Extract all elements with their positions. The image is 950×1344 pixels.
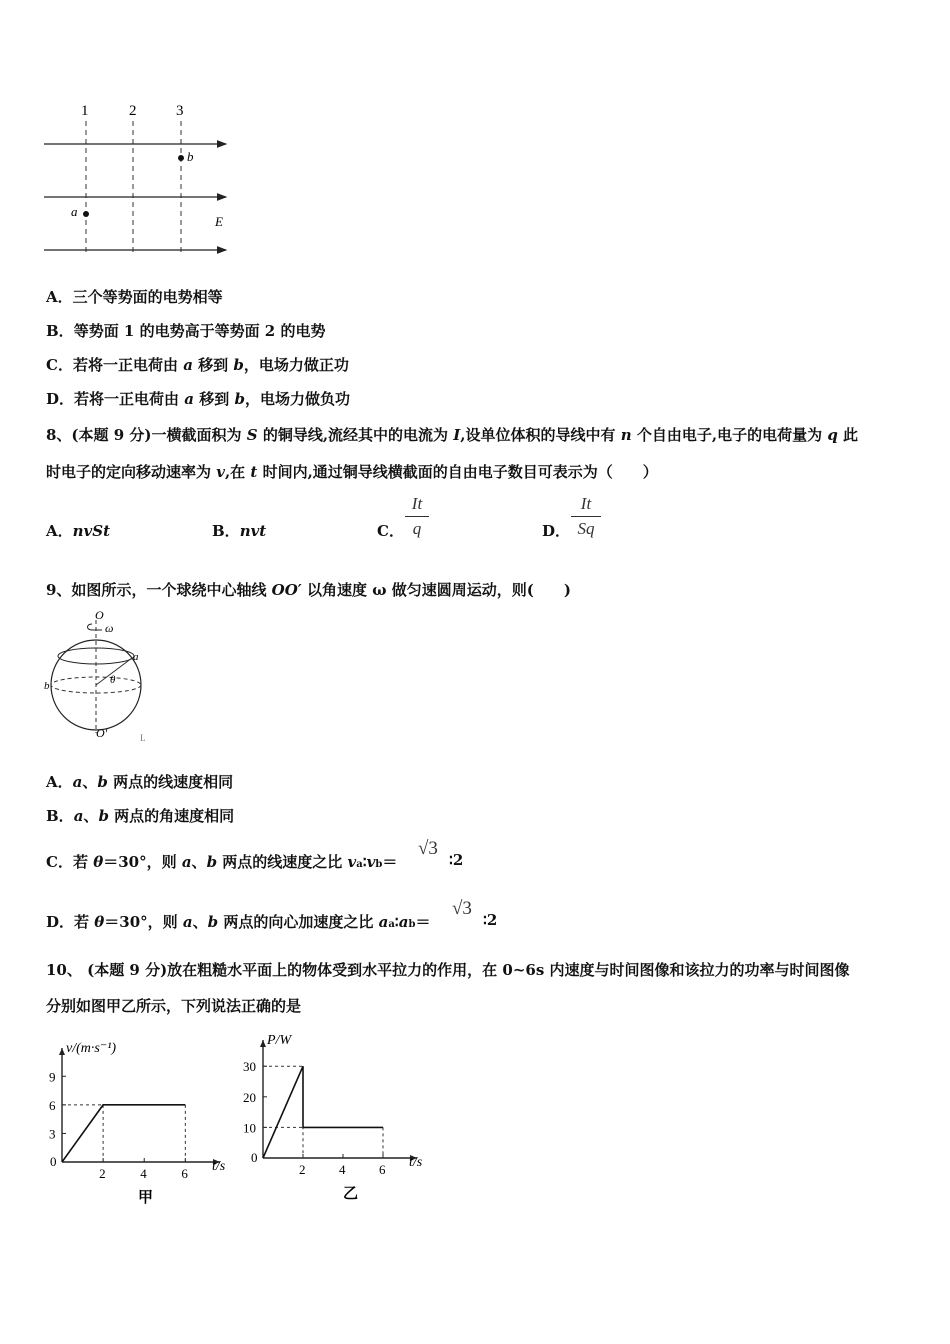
x-axis-label: t/s xyxy=(409,1155,423,1170)
q9-option-b: B．a、b 两点的角速度相同 xyxy=(46,807,235,825)
y-tick-label: 10 xyxy=(243,1120,256,1136)
y-tick-label: 9 xyxy=(49,1069,56,1085)
chart-velocity-time xyxy=(40,1030,245,1210)
q9-option-c-tail: ∶2 xyxy=(449,851,464,869)
y-tick-label: 30 xyxy=(243,1059,256,1075)
rotating-sphere-figure xyxy=(40,605,160,750)
x-tick-label: 4 xyxy=(339,1162,346,1177)
chart-title: 乙 xyxy=(343,1186,359,1202)
y-axis-arrow-icon xyxy=(59,1048,65,1055)
rotation-arrow-icon xyxy=(88,624,103,630)
label-omega: ω xyxy=(105,621,114,635)
label-3: 3 xyxy=(176,103,184,119)
label-a: a xyxy=(71,204,78,219)
point-b xyxy=(178,155,184,161)
q10-stem-line2: 分别如图甲乙所示，下列说法正确的是 xyxy=(46,997,302,1015)
x-tick-label: 2 xyxy=(99,1166,106,1181)
label-O: O xyxy=(95,608,104,622)
q9-stem: 9、如图所示，一个球绕中心轴线 OO′ 以角速度 ω 做匀速圆周运动，则( ) xyxy=(46,581,571,599)
x-tick-label: 2 xyxy=(299,1162,306,1177)
q8-option-d-fraction: It Sq xyxy=(571,494,601,539)
y-axis-arrow-icon xyxy=(260,1040,266,1047)
x-tick-label: 6 xyxy=(181,1166,188,1181)
series-line xyxy=(263,1066,383,1158)
x-tick-label: 6 xyxy=(379,1162,386,1177)
label-1: 1 xyxy=(81,103,89,119)
y-tick-label: 6 xyxy=(49,1097,56,1113)
q8-stem-line2: 时电子的定向移动速率为 v,在 t 时间内,通过铜导线横截面的自由电子数目可表示为（ ） xyxy=(46,463,658,481)
label-E: E xyxy=(215,214,223,229)
q8-option-c-fraction: It q xyxy=(405,494,429,539)
q8-option-c: C． xyxy=(377,522,404,540)
q8-stem-line1: 8、(本题 9 分)一横截面积为 S 的铜导线,流经其中的电流为 I,设单位体积的导线中有 n 个自由电子,电子的电荷量为 q 此 xyxy=(46,426,859,444)
point-a xyxy=(83,211,89,217)
label-2: 2 xyxy=(129,103,137,119)
q9-option-d-sqrt3: √3 xyxy=(452,898,472,919)
mark-L: L xyxy=(140,733,146,743)
q8-option-a: A．nvSt xyxy=(46,522,111,540)
q9-option-c-sqrt3: √3 xyxy=(418,838,438,859)
y-tick-label: 20 xyxy=(243,1089,256,1105)
chart-title: 甲 xyxy=(138,1190,154,1206)
q9-option-d: D．若 θ＝30°，则 a、b 两点的向心加速度之比 aa∶ab＝ xyxy=(46,913,431,931)
label-b: b xyxy=(44,680,50,692)
origin-tick-label: 0 xyxy=(50,1154,57,1169)
q7-option-c: C．若将一正电荷由 a 移到 b，电场力做正功 xyxy=(46,356,349,374)
q9-option-d-tail: ∶2 xyxy=(483,911,498,929)
q7-option-b: B．等势面 1 的电势高于等势面 2 的电势 xyxy=(46,322,326,340)
series-line xyxy=(62,1105,185,1162)
label-theta: θ xyxy=(110,674,116,686)
y-tick-label: 3 xyxy=(49,1126,56,1142)
q7-option-a: A．三个等势面的电势相等 xyxy=(46,288,223,306)
label-a: a xyxy=(133,651,139,663)
chart-power-time xyxy=(235,1030,445,1210)
equipotential-figure xyxy=(40,95,240,265)
q10-stem-line1: 10、 (本题 9 分)放在粗糙水平面上的物体受到水平拉力的作用，在 0~6s 内速度与时间图像和该拉力的功率与时间图像 xyxy=(46,961,850,979)
q9-option-c: C．若 θ＝30°，则 a、b 两点的线速度之比 va∶vb＝ xyxy=(46,853,398,871)
x-axis-label: t/s xyxy=(212,1159,226,1174)
q8-option-b: B．nvt xyxy=(212,522,267,540)
q7-option-d: D．若将一正电荷由 a 移到 b，电场力做负功 xyxy=(46,390,350,408)
label-b: b xyxy=(187,149,194,164)
x-tick-label: 4 xyxy=(140,1166,147,1181)
label-O-prime: O′ xyxy=(96,726,108,740)
y-axis-label: P/W xyxy=(267,1033,292,1048)
q9-option-a: A．a、b 两点的线速度相同 xyxy=(46,773,234,791)
origin-tick-label: 0 xyxy=(251,1150,258,1165)
y-axis-label: v/(m·s⁻¹) xyxy=(66,1041,117,1056)
q8-option-d: D． xyxy=(542,522,571,540)
